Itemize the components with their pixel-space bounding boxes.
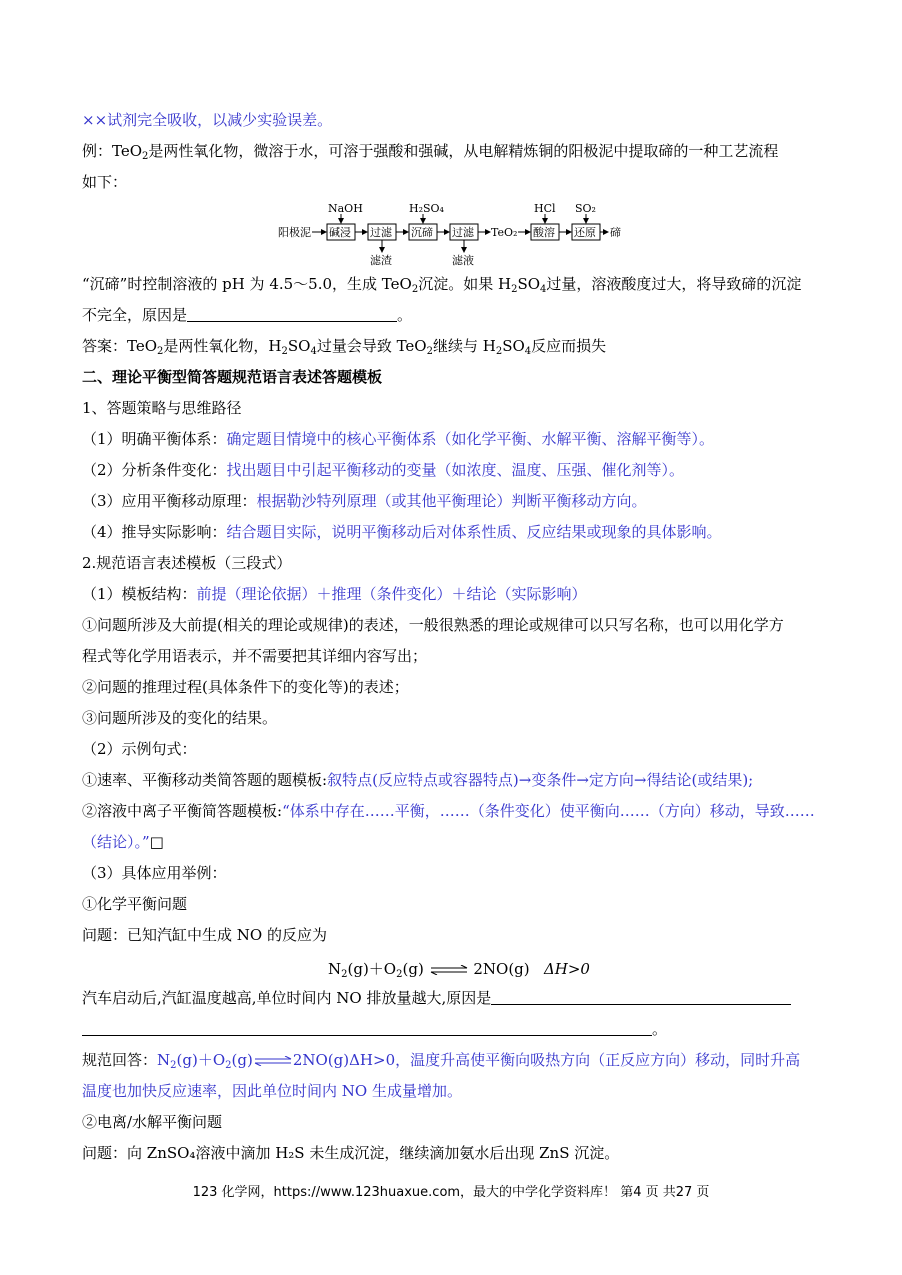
flow-step-6: 还原 bbox=[574, 226, 596, 239]
item-3: ③问题所涉及的变化的结果。 bbox=[82, 709, 278, 727]
model-answer: 规范回答：$N_2(g)+O_2(g)$ 2NO(g)ΔH>0，温度升高使平衡向吸热方向（正反应方向）移动，同时升高 bbox=[82, 1051, 801, 1071]
problem-1-question-cont: 。 bbox=[82, 1019, 667, 1039]
equilibrium-arrow-icon bbox=[429, 965, 469, 975]
reason-blank-1[interactable] bbox=[491, 990, 791, 1005]
item-1b: 程式等化学用语表示，并不需要把其详细内容写出； bbox=[82, 647, 428, 665]
flow-step-4: 过滤 bbox=[452, 226, 474, 239]
template-structure: （1）模板结构：前提（理论依据）＋推理（条件变化）＋结论（实际影响） bbox=[82, 585, 587, 603]
question-line-2: 不完全，原因是 。 bbox=[82, 306, 413, 324]
example-2-cont: （结论）。”□ bbox=[82, 833, 164, 851]
flow-step-3: 沉碲 bbox=[411, 226, 433, 239]
model-answer-cont: 温度也加快反应速率，因此单位时间内 NO 生成量增加。 bbox=[82, 1082, 462, 1100]
equilibrium-arrow-icon bbox=[253, 1056, 293, 1066]
strategy-1: （1）明确平衡体系：确定题目情境中的核心平衡体系（如化学平衡、水解平衡、溶解平衡等）。 bbox=[82, 430, 715, 448]
flow-end: 碲 bbox=[610, 226, 621, 239]
example-1: ①速率、平衡移动类简答题的题模板:叙特点(反应特点或容器特点)→变条件→定方向→得结论(或结果); bbox=[82, 771, 754, 789]
reagent-h2so4: H₂SO₄ bbox=[409, 202, 444, 215]
answer-blank[interactable] bbox=[187, 307, 397, 322]
example-line-2: 如下： bbox=[82, 173, 128, 191]
flow-step-2: 过滤 bbox=[370, 226, 392, 239]
item-2: ②问题的推理过程(具体条件下的变化等)的表述； bbox=[82, 678, 409, 696]
flow-mid: TeO₂ bbox=[491, 226, 518, 239]
problem-2-text: 问题：向 ZnSO₄溶液中滴加 H₂S 未生成沉淀，继续滴加氨水后出现 ZnS 沉淀。 bbox=[82, 1144, 620, 1162]
strategy-2: （2）分析条件变化：找出题目中引起平衡移动的变量（如浓度、温度、压强、催化剂等）。 bbox=[82, 461, 685, 479]
example-2: ②溶液中离子平衡简答题模板:“体系中存在……平衡，……（条件变化）使平衡向……（方向）移动，导致…… bbox=[82, 802, 815, 820]
output-filtrate: 滤液 bbox=[452, 254, 474, 267]
strategy-3: （3）应用平衡移动原理：根据勒沙特列原理（或其他平衡理论）判断平衡移动方向。 bbox=[82, 492, 647, 510]
subsection-1: 1、答题策略与思维路径 bbox=[82, 399, 242, 417]
question-line-1: “沉碲”时控制溶液的 pH 为 4.5～5.0，生成 TeO$_2$沉淀。如果 $H_2SO_4$过量，溶液酸度过大，将导致碲的沉淀 bbox=[82, 275, 802, 295]
problem-1-title: ①化学平衡问题 bbox=[82, 895, 188, 913]
problem-1-text: 问题：已知汽缸中生成 NO 的反应为 bbox=[82, 926, 327, 944]
intro-line: ××试剂完全吸收，以减少实验误差。 bbox=[82, 111, 333, 129]
page-footer: 123 化学网，https://www.123huaxue.com，最大的中学化学资料库！ 第4 页 共27 页 bbox=[192, 1185, 710, 1200]
subsection-2: 2.规范语言表述模板（三段式） bbox=[82, 554, 292, 572]
output-residue: 滤渣 bbox=[370, 254, 392, 267]
process-flowchart bbox=[278, 202, 638, 270]
reaction-equation: $N_2(g)+O_2(g)$ 2NO(g) ΔH>0 bbox=[328, 960, 590, 980]
flow-step-1: 碱浸 bbox=[329, 226, 351, 239]
strategy-4: （4）推导实际影响：结合题目实际，说明平衡移动后对体系性质、反应结果或现象的具体影响。 bbox=[82, 523, 722, 541]
flow-step-5: 酸溶 bbox=[533, 226, 555, 239]
reagent-naoh: NaOH bbox=[328, 202, 363, 215]
section-heading: 二、理论平衡型简答题规范语言表述答题模板 bbox=[82, 368, 383, 386]
application-heading: （3）具体应用举例： bbox=[82, 864, 227, 882]
reason-blank-2[interactable] bbox=[82, 1021, 652, 1036]
example-sentences: （2）示例句式： bbox=[82, 740, 197, 758]
reagent-so2: SO₂ bbox=[575, 202, 596, 215]
problem-2-title: ②电离/水解平衡问题 bbox=[82, 1113, 223, 1131]
problem-1-question: 汽车启动后,汽缸温度越高,单位时间内 NO 排放量越大,原因是 bbox=[82, 988, 791, 1008]
flow-start: 阳极泥 bbox=[278, 226, 311, 239]
item-1a: ①问题所涉及大前提(相关的理论或规律)的表述，一般很熟悉的理论或规律可以只写名称，也可以用化学方 bbox=[82, 616, 784, 634]
example-line-1: 例：TeO$_2$是两性氧化物，微溶于水，可溶于强酸和强碱，从电解精炼铜的阳极泥中提取碲的一种工艺流程 bbox=[82, 142, 779, 162]
reagent-hcl: HCl bbox=[534, 202, 556, 215]
answer-line: 答案：TeO$_2$是两性氧化物，$H_2SO_4$过量会导致 TeO$_2$继续与 $H_2SO_4$反应而损失 bbox=[82, 337, 607, 357]
